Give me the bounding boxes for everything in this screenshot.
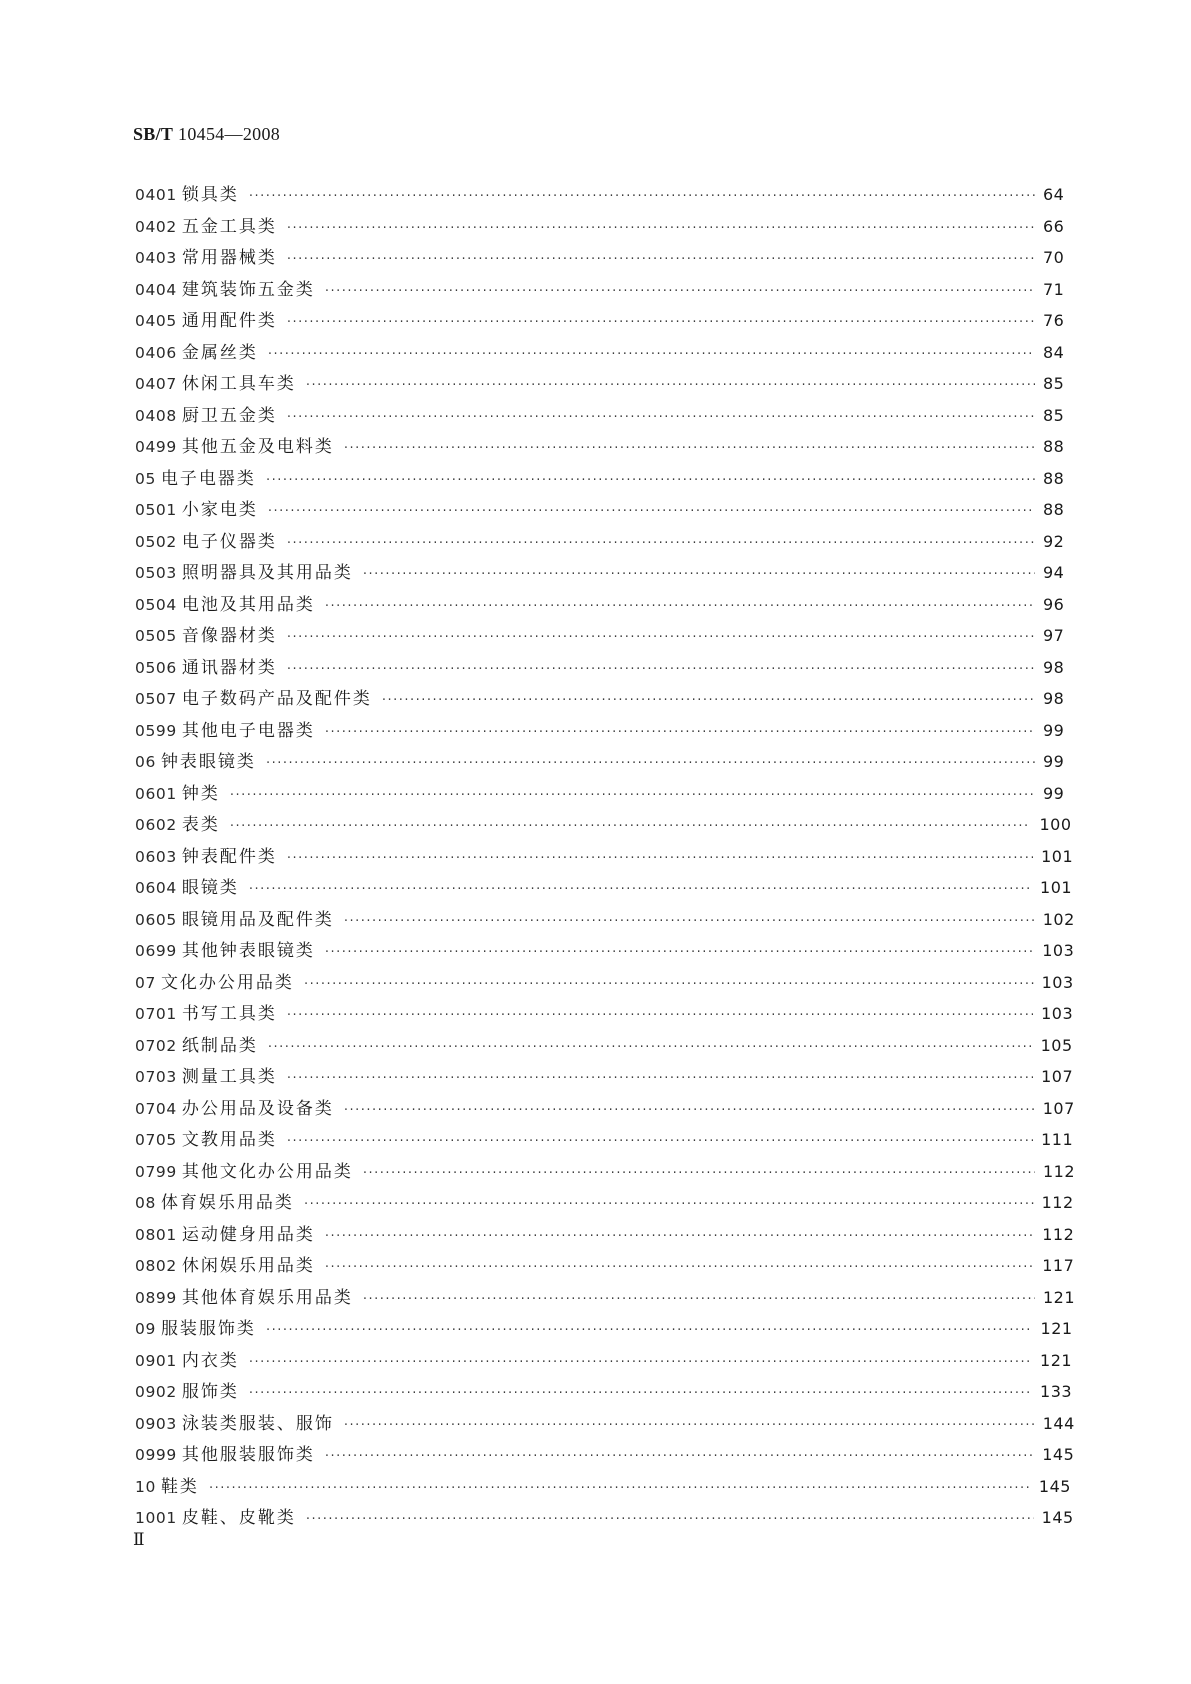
toc-entry-page: 66 [1043,216,1065,236]
toc-entry-title: 五金工具类 [181,216,277,237]
toc-entry-title: 休闲娱乐用品类 [181,1256,315,1276]
dot-leader [306,370,1035,402]
toc-entry-title: 运动健身用品类 [181,1224,315,1245]
toc-entry-page: 85 [1043,374,1065,393]
dot-leader [325,717,1035,749]
toc-entry-page: 100 [1039,815,1072,834]
toc-entry[interactable] [135,746,1063,778]
dot-leader [363,1158,1035,1190]
toc-entry[interactable] [135,305,1063,337]
toc-entry[interactable] [135,1187,1074,1219]
toc-entry[interactable] [135,463,1063,495]
toc-entry[interactable] [135,935,1075,967]
toc-entry-code: 08 [135,1194,156,1212]
document-header [133,124,280,145]
toc-entry[interactable] [135,841,1074,873]
table-of-contents [135,179,1076,1534]
toc-entry[interactable] [135,368,1063,400]
toc-entry-page: 145 [1041,1508,1074,1527]
dot-leader [287,1063,1033,1095]
toc-entry[interactable] [135,1124,1074,1156]
toc-entry-page: 84 [1043,342,1065,362]
dot-leader [325,276,1035,308]
dot-leader [304,1189,1034,1221]
dot-leader [363,1284,1035,1316]
toc-entry[interactable] [135,1093,1075,1125]
dot-leader [268,1032,1033,1064]
toc-entry-title: 眼镜用品及配件类 [181,909,334,930]
toc-entry-page: 121 [1043,1287,1076,1307]
toc-entry[interactable] [135,1313,1073,1345]
toc-entry-title: 钟表眼镜类 [160,752,256,772]
toc-entry[interactable] [135,526,1063,558]
toc-entry[interactable] [135,1502,1074,1534]
toc-entry-page: 64 [1043,185,1065,204]
dot-leader [287,622,1035,654]
dot-leader [287,402,1035,434]
toc-entry-title: 通用配件类 [181,311,277,331]
toc-entry-page: 145 [1038,1476,1071,1496]
dot-leader [230,811,1032,843]
toc-entry-page: 99 [1043,720,1065,740]
dot-leader [325,591,1035,623]
toc-entry[interactable] [135,211,1063,243]
standard-prefix: SB/T [133,124,174,144]
toc-entry-title: 电子电器类 [160,468,256,489]
toc-entry-page: 85 [1043,405,1065,425]
toc-entry-code: 10 [135,1477,156,1496]
toc-entry-page: 101 [1040,878,1073,897]
toc-entry-code: 0605 [135,910,177,929]
toc-entry-page: 88 [1043,500,1065,519]
toc-entry-title: 电子数码产品及配件类 [181,689,372,709]
toc-entry-page: 103 [1041,1004,1074,1023]
toc-entry-title: 其他服装服饰类 [181,1445,315,1465]
dot-leader [325,1441,1034,1473]
dot-leader [304,969,1034,1001]
dot-leader [287,843,1033,875]
toc-entry-page: 94 [1043,563,1065,582]
toc-entry-title: 小家电类 [181,500,258,520]
toc-entry-code: 0705 [135,1131,177,1149]
toc-entry[interactable] [135,904,1075,936]
toc-entry-title: 其他五金及电料类 [181,437,334,457]
page-number-footer: Ⅱ [133,1530,145,1550]
toc-entry-page: 107 [1041,1067,1074,1086]
toc-entry-title: 书写工具类 [181,1004,277,1024]
toc-entry-code: 06 [135,753,156,771]
toc-entry-page: 112 [1042,1224,1075,1244]
toc-entry[interactable] [135,809,1072,841]
toc-entry-title: 建筑装饰五金类 [181,279,315,300]
toc-entry-code: 0902 [135,1383,177,1401]
toc-entry-page: 88 [1043,468,1065,488]
toc-entry-code: 0702 [135,1036,177,1055]
toc-entry[interactable] [135,1219,1075,1251]
toc-entry-title: 电子仪器类 [181,531,277,552]
toc-entry[interactable] [135,872,1073,904]
toc-entry-title: 其他体育娱乐用品类 [181,1287,353,1308]
standard-number: 10454—2008 [178,124,281,144]
toc-entry-code: 0899 [135,1288,177,1307]
toc-entry[interactable] [135,274,1063,306]
toc-entry[interactable] [135,431,1063,463]
toc-entry-title: 休闲工具车类 [181,374,296,394]
toc-entry-page: 99 [1043,783,1065,803]
toc-entry-page: 111 [1041,1130,1074,1149]
dot-leader [306,1504,1034,1536]
toc-entry-page: 144 [1042,1413,1075,1433]
toc-entry[interactable] [135,337,1063,369]
toc-entry-page: 121 [1040,1350,1073,1370]
toc-entry-page: 121 [1040,1319,1073,1338]
toc-entry[interactable] [135,1376,1073,1408]
dot-leader [287,654,1035,686]
toc-entry-code: 0403 [135,249,177,267]
toc-entry-code: 0999 [135,1446,177,1464]
dot-leader [230,780,1035,812]
toc-entry-code: 0506 [135,658,177,677]
toc-entry-code: 0505 [135,627,177,645]
toc-entry-page: 103 [1041,972,1074,992]
toc-entry-title: 其他钟表眼镜类 [181,941,315,961]
toc-entry[interactable] [135,778,1063,810]
toc-entry-code: 0901 [135,1351,177,1370]
toc-entry-code: 09 [135,1320,156,1338]
toc-entry-code: 0903 [135,1414,177,1433]
dot-leader [287,307,1035,339]
toc-entry-code: 0501 [135,501,177,519]
toc-entry-page: 102 [1042,909,1075,929]
toc-entry-code: 0408 [135,406,177,425]
toc-entry[interactable] [135,967,1074,999]
toc-entry-code: 0599 [135,721,177,740]
toc-entry-code: 0701 [135,1005,177,1023]
toc-entry-page: 71 [1043,279,1065,299]
toc-entry-code: 0703 [135,1068,177,1086]
toc-entry-code: 0604 [135,879,177,897]
toc-entry-page: 97 [1043,626,1065,645]
toc-entry-code: 0401 [135,186,177,204]
dot-leader [249,1347,1032,1379]
toc-entry[interactable] [135,179,1063,211]
toc-entry-page: 96 [1043,594,1065,614]
dot-leader [249,181,1035,213]
toc-entry-page: 98 [1043,689,1065,708]
toc-entry-code: 0405 [135,312,177,330]
dot-leader [268,496,1035,528]
dot-leader [266,1315,1033,1347]
dot-leader [344,906,1035,938]
toc-entry-page: 101 [1041,846,1074,866]
toc-entry-title: 服饰类 [181,1382,239,1402]
toc-entry-code: 0407 [135,375,177,393]
toc-entry[interactable] [135,1439,1075,1471]
toc-entry-page: 103 [1042,941,1075,960]
toc-entry-page: 107 [1042,1098,1075,1118]
toc-entry-title: 文教用品类 [181,1130,277,1150]
toc-entry-code: 0704 [135,1099,177,1118]
toc-entry[interactable] [135,998,1074,1030]
toc-entry-title: 通讯器材类 [181,657,277,678]
dot-leader [325,1252,1034,1284]
toc-entry[interactable] [135,652,1063,684]
toc-entry[interactable] [135,589,1063,621]
toc-entry-page: 92 [1043,531,1065,551]
dot-leader [266,465,1035,497]
toc-entry-code: 0402 [135,217,177,236]
toc-entry-code: 0603 [135,847,177,866]
toc-entry[interactable] [135,1156,1076,1188]
toc-entry-title: 电池及其用品类 [181,594,315,615]
toc-entry-title: 泳装类服装、服饰 [181,1413,334,1434]
toc-entry-title: 鞋类 [160,1476,199,1497]
toc-entry[interactable] [135,1030,1073,1062]
toc-entry-page: 145 [1042,1445,1075,1464]
toc-entry-page: 112 [1041,1193,1074,1212]
toc-entry-page: 105 [1040,1035,1073,1055]
toc-entry-title: 钟表配件类 [181,846,277,867]
dot-leader [344,1410,1035,1442]
toc-entry-code: 07 [135,973,156,992]
toc-entry-code: 0602 [135,816,177,834]
toc-entry-code: 0799 [135,1162,177,1181]
toc-entry[interactable] [135,1282,1076,1314]
toc-entry-title: 纸制品类 [181,1035,258,1056]
toc-entry-title: 体育娱乐用品类 [160,1193,294,1213]
dot-leader [363,559,1035,591]
toc-entry-title: 办公用品及设备类 [181,1098,334,1119]
toc-entry-title: 照明器具及其用品类 [181,563,353,583]
dot-leader [382,685,1035,717]
toc-entry[interactable] [135,400,1063,432]
toc-entry-code: 0601 [135,784,177,803]
toc-entry[interactable] [135,715,1063,747]
dot-leader [325,937,1034,969]
toc-entry[interactable] [135,494,1063,526]
toc-entry-title: 其他电子电器类 [181,720,315,741]
dot-leader [209,1473,1031,1505]
toc-entry[interactable] [135,1061,1074,1093]
dot-leader [287,244,1035,276]
toc-entry-code: 0404 [135,280,177,299]
toc-entry-title: 常用器械类 [181,248,277,268]
toc-entry-title: 皮鞋、皮靴类 [181,1508,296,1528]
toc-entry-title: 表类 [181,815,220,835]
toc-entry-title: 音像器材类 [181,626,277,646]
toc-entry-code: 0502 [135,532,177,551]
toc-entry[interactable] [135,1250,1075,1282]
toc-entry-code: 0406 [135,343,177,362]
toc-entry-page: 112 [1043,1161,1076,1181]
toc-entry-title: 金属丝类 [181,342,258,363]
toc-entry-page: 70 [1043,248,1065,267]
toc-entry-title: 厨卫五金类 [181,405,277,426]
dot-leader [287,528,1035,560]
toc-entry-page: 98 [1043,657,1065,677]
toc-entry-page: 76 [1043,311,1065,330]
toc-entry-page: 133 [1040,1382,1073,1401]
dot-leader [287,1126,1033,1158]
toc-entry-code: 0801 [135,1225,177,1244]
dot-leader [266,748,1035,780]
toc-entry-code: 0503 [135,564,177,582]
toc-entry-code: 0504 [135,595,177,614]
toc-entry-code: 0699 [135,942,177,960]
dot-leader [287,213,1035,245]
toc-entry[interactable] [135,557,1063,589]
dot-leader [344,433,1035,465]
toc-entry-page: 88 [1043,437,1065,456]
dot-leader [249,1378,1032,1410]
toc-entry-title: 眼镜类 [181,878,239,898]
toc-entry[interactable] [135,620,1063,652]
toc-entry-title: 钟类 [181,783,220,804]
toc-entry-title: 其他文化办公用品类 [181,1161,353,1182]
dot-leader [287,1000,1033,1032]
dot-leader [344,1095,1035,1127]
toc-entry-code: 1001 [135,1509,177,1527]
toc-entry-title: 锁具类 [181,185,239,205]
toc-entry-title: 测量工具类 [181,1067,277,1087]
toc-entry[interactable] [135,1408,1075,1440]
toc-entry-code: 0802 [135,1257,177,1275]
toc-entry-code: 05 [135,469,156,488]
toc-entry-title: 服装服饰类 [160,1319,256,1339]
toc-entry[interactable] [135,1471,1071,1503]
toc-entry[interactable] [135,242,1063,274]
dot-leader [268,339,1035,371]
toc-entry-title: 内衣类 [181,1350,239,1371]
toc-entry-page: 117 [1042,1256,1075,1275]
toc-entry-title: 文化办公用品类 [160,972,294,993]
toc-entry-code: 0507 [135,690,177,708]
toc-entry-page: 99 [1043,752,1065,771]
dot-leader [325,1221,1034,1253]
toc-entry-code: 0499 [135,438,177,456]
dot-leader [249,874,1032,906]
toc-entry[interactable] [135,1345,1073,1377]
toc-entry[interactable] [135,683,1063,715]
